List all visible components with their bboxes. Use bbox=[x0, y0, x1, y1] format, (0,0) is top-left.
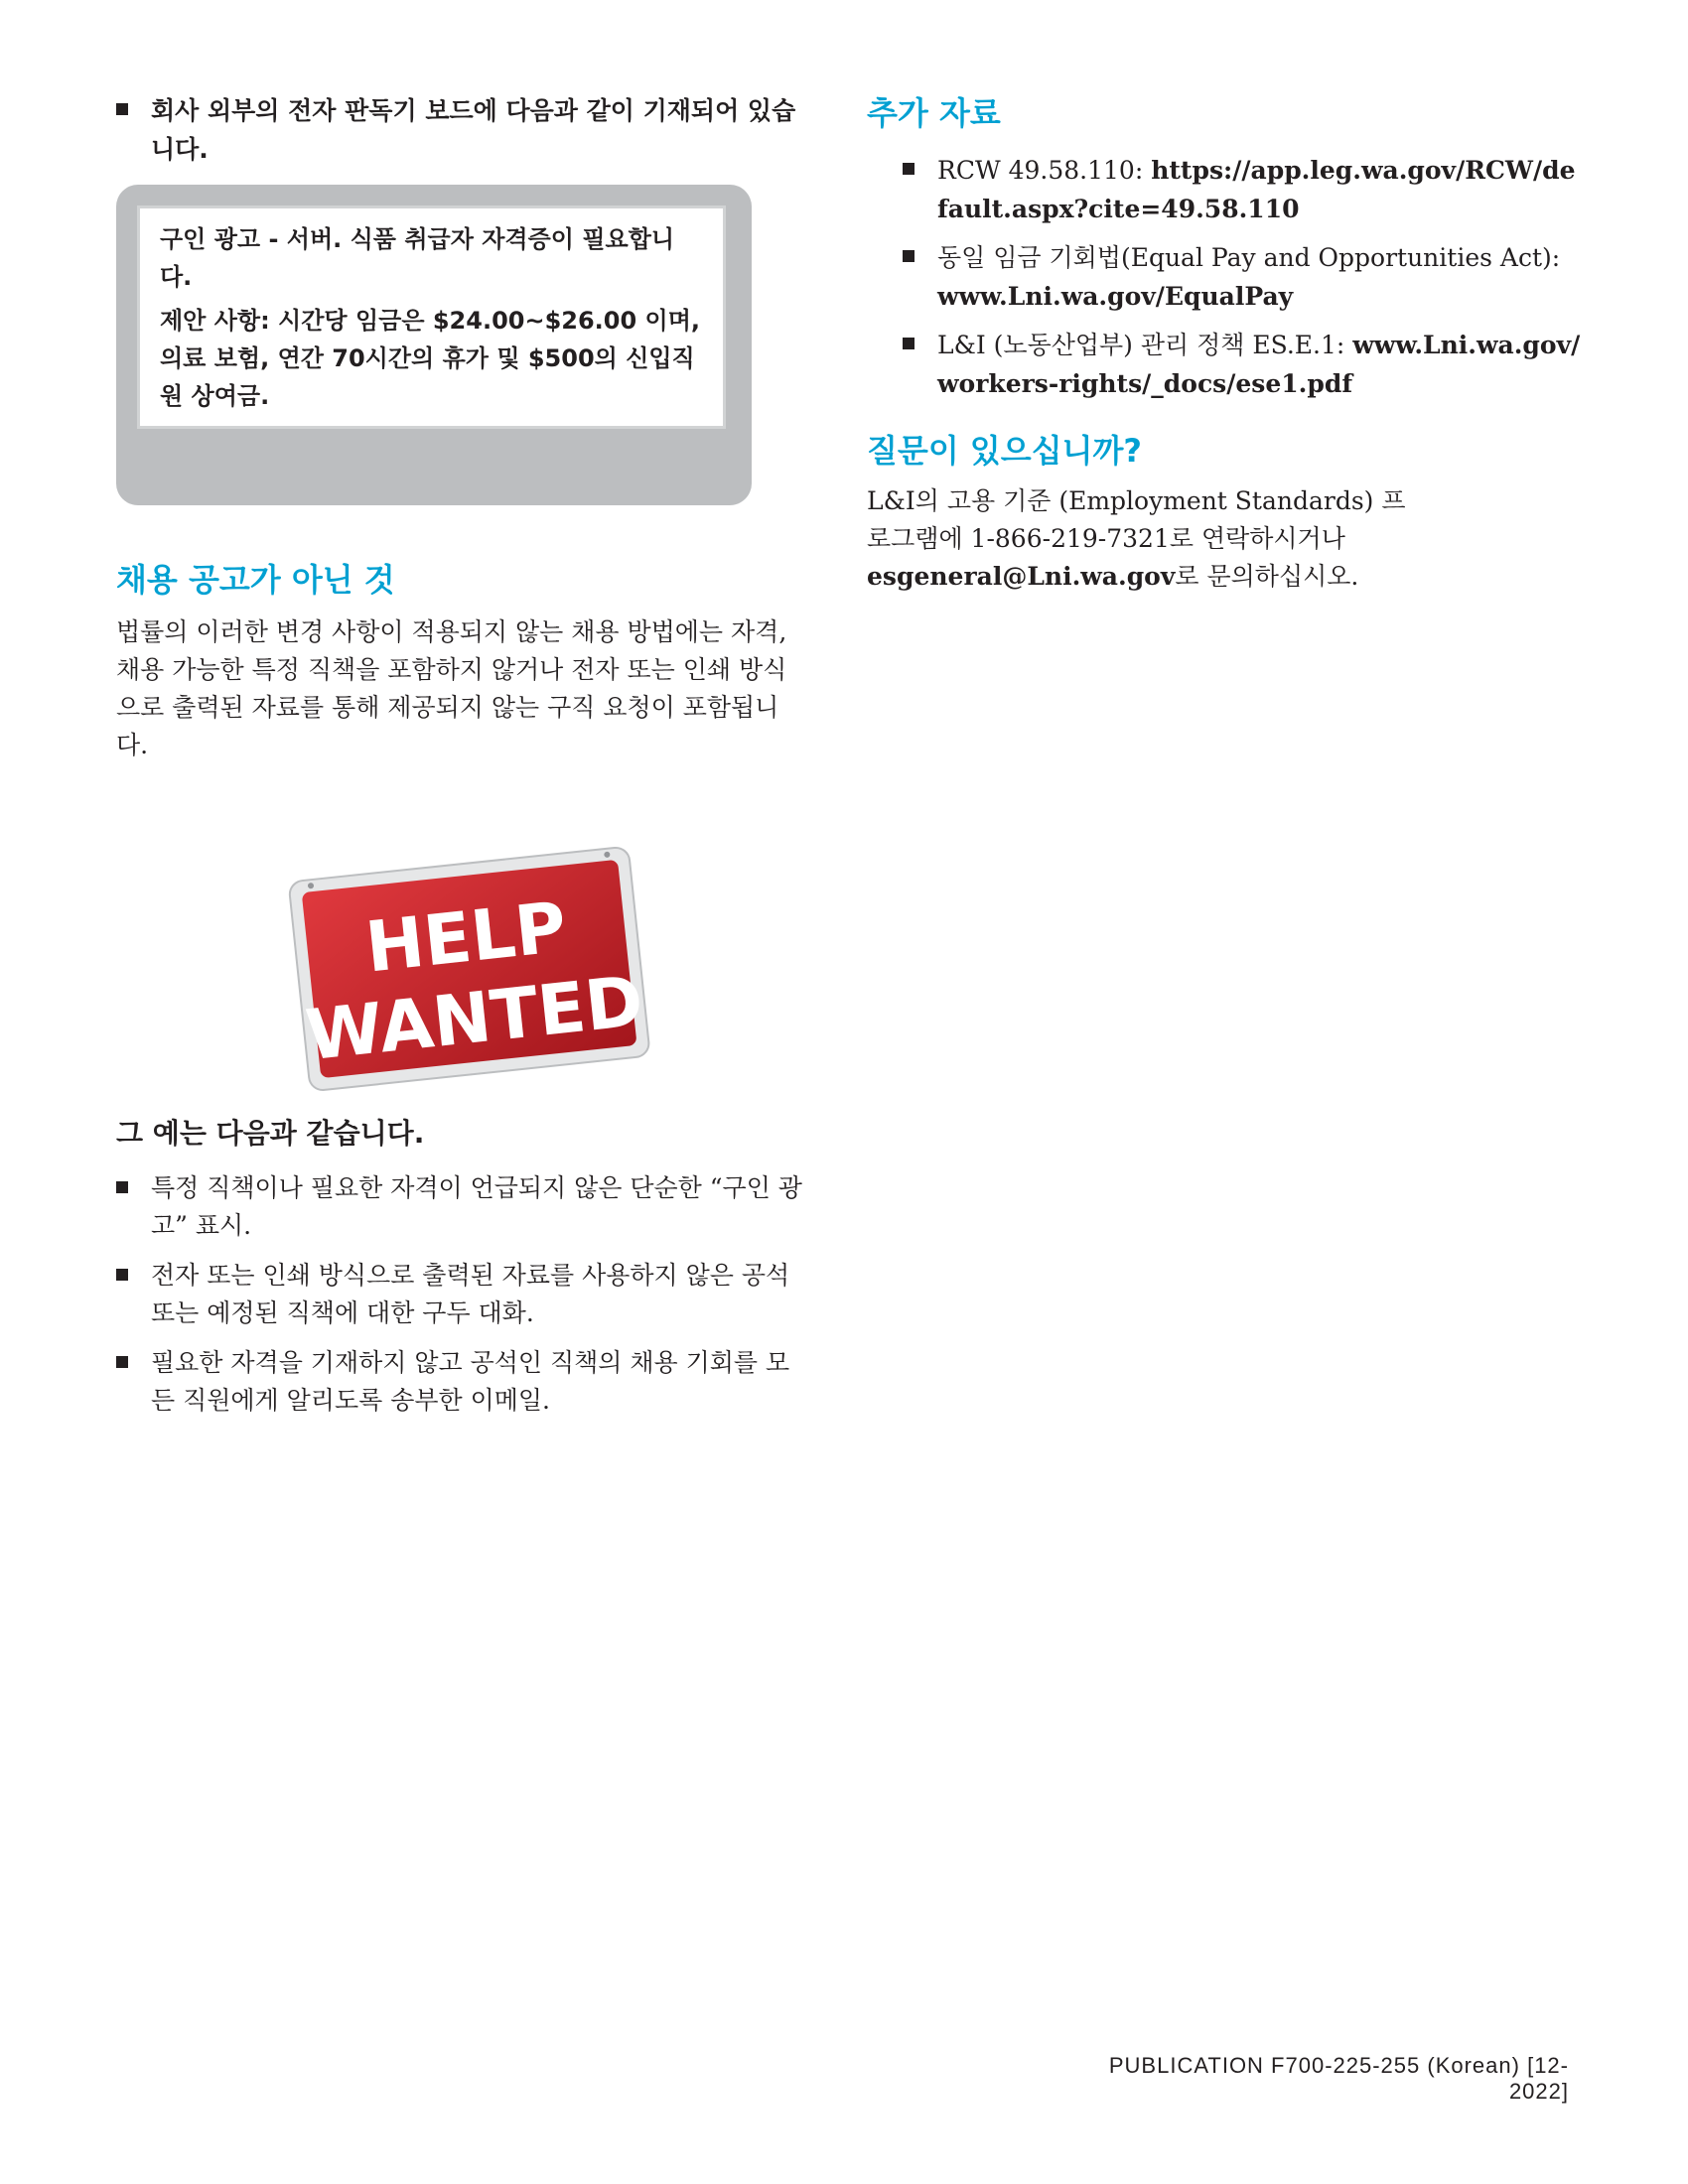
help-wanted-sign-image bbox=[280, 822, 657, 1105]
intro-text: 회사 외부의 전자 판독기 보드에 다음과 같이 기재되어 있습니다. bbox=[151, 96, 796, 164]
resources-heading: 추가 자료 bbox=[867, 94, 1001, 132]
questions-text: L&I의 고용 기준 (Employment Standards) 프로그램에 1-866-219-7321로 연락하시거나 bbox=[867, 486, 1406, 553]
example-text: 특정 직책이나 필요한 자격이 언급되지 않은 단순한 “구인 광고” 표시. bbox=[151, 1173, 802, 1240]
square-bullet-icon bbox=[116, 1356, 128, 1368]
list-item bbox=[116, 1169, 811, 1245]
square-bullet-icon bbox=[903, 338, 914, 349]
sign-line-2: WANTED bbox=[302, 960, 647, 1077]
questions-heading: 질문이 있으십니까? bbox=[867, 432, 1142, 470]
left-column bbox=[116, 91, 811, 764]
intro-list bbox=[116, 91, 811, 169]
resource-label: RCW 49.58.110: bbox=[937, 156, 1152, 185]
square-bullet-icon bbox=[903, 250, 914, 262]
right-column bbox=[867, 91, 1582, 596]
list-item bbox=[116, 1257, 811, 1332]
square-bullet-icon bbox=[116, 103, 128, 115]
resources-list bbox=[867, 151, 1582, 403]
job-ad-sign-frame bbox=[116, 185, 752, 505]
list-item bbox=[903, 326, 1582, 403]
list-item bbox=[116, 1344, 811, 1420]
email-link[interactable]: esgeneral@Lni.wa.gov bbox=[867, 562, 1176, 591]
square-bullet-icon bbox=[116, 1269, 128, 1281]
questions-body bbox=[867, 482, 1423, 596]
resource-link[interactable]: www.Lni.wa.gov/workers-rights/_docs/ese1.pdf bbox=[937, 331, 1581, 398]
sign-line-1: HELP bbox=[361, 886, 571, 989]
help-wanted-sign-icon bbox=[280, 822, 657, 1105]
questions-text-end: 로 문의하십시오. bbox=[1175, 562, 1359, 591]
job-ad-display bbox=[137, 205, 726, 429]
example-text: 전자 또는 인쇄 방식으로 출력된 자료를 사용하지 않은 공석 또는 예정된 직책에 대한 구두 대화. bbox=[151, 1261, 790, 1327]
square-bullet-icon bbox=[116, 1181, 128, 1193]
examples-list bbox=[116, 1169, 811, 1420]
not-posting-body: 법률의 이러한 변경 사항이 적용되지 않는 채용 방법에는 자격, 채용 가능한 특정 직책을 포함하지 않거나 전자 또는 인쇄 방식으로 출력된 자료를 통해 제공되지 않는 구직 요청이 포함됩니다. bbox=[116, 617, 787, 759]
resource-link[interactable]: https://app.leg.wa.gov/RCW/default.aspx?cite=49.58.110 bbox=[937, 156, 1576, 223]
not-posting-heading: 채용 공고가 아닌 것 bbox=[116, 561, 395, 599]
list-item bbox=[903, 151, 1582, 228]
examples-heading: 그 예는 다음과 같습니다. bbox=[116, 1117, 425, 1150]
square-bullet-icon bbox=[903, 163, 914, 175]
examples-section bbox=[116, 1114, 811, 1432]
job-ad-line-2: 제안 사항: 시간당 임금은 $24.00~$26.00 이며, 의료 보험, 연간 70시간의 휴가 및 $500의 신입직원 상여금. bbox=[160, 307, 701, 410]
resource-link[interactable]: www.Lni.wa.gov/EqualPay bbox=[937, 282, 1294, 311]
publication-footer: PUBLICATION F700-225-255 (Korean) [12-2022] bbox=[1108, 2053, 1569, 2104]
example-text: 필요한 자격을 기재하지 않고 공석인 직책의 채용 기회를 모든 직원에게 알리도록 송부한 이메일. bbox=[151, 1348, 790, 1415]
list-item bbox=[903, 238, 1582, 316]
resource-label: 동일 임금 기회법(Equal Pay and Opportunities Act): bbox=[937, 243, 1561, 272]
resource-label: L&I (노동산업부) 관리 정책 ES.E.1: bbox=[937, 331, 1353, 359]
job-ad-line-1: 구인 광고 - 서버. 식품 취급자 자격증이 필요합니다. bbox=[160, 225, 675, 291]
list-item bbox=[116, 91, 811, 169]
